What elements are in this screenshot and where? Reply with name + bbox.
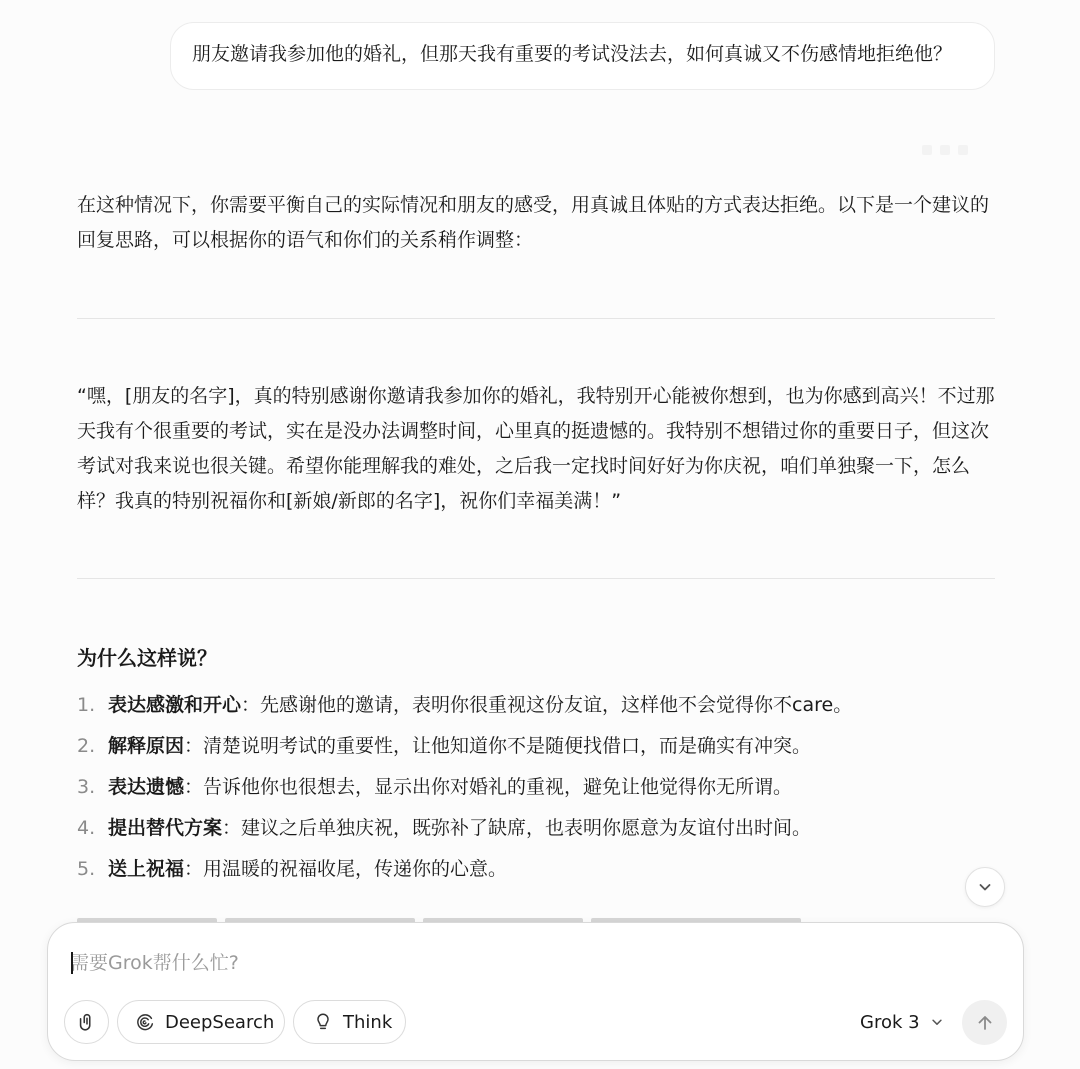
- list-number: 1.: [77, 694, 96, 716]
- model-label: Grok 3: [860, 1011, 920, 1033]
- list-number: 2.: [77, 735, 96, 757]
- composer: [47, 922, 1024, 1061]
- user-message-bubble: [170, 22, 995, 90]
- list-number: 4.: [77, 817, 96, 839]
- list-separator: ：: [184, 858, 204, 880]
- reasons-list: [77, 687, 995, 892]
- lightbulb-icon: [312, 1011, 334, 1033]
- list-separator: ：: [241, 694, 261, 716]
- list-term: 解释原因: [108, 735, 185, 757]
- list-desc: 先感谢他的邀请，表明你很重视这份友谊，这样他不会觉得你不care。: [260, 694, 853, 716]
- model-selector[interactable]: [860, 1009, 944, 1035]
- edit-icon[interactable]: [940, 145, 950, 155]
- section-heading: 为什么这样说？: [77, 646, 217, 670]
- list-item: [77, 851, 995, 892]
- list-separator: ：: [222, 817, 242, 839]
- paperclip-icon: [76, 1011, 98, 1033]
- deepsearch-swirl-icon: [134, 1011, 156, 1033]
- list-desc: 用温暖的祝福收尾，传递你的心意。: [203, 858, 508, 880]
- attach-button[interactable]: [64, 1000, 109, 1044]
- more-icon[interactable]: [958, 145, 968, 155]
- list-item: [77, 728, 995, 769]
- divider: [77, 578, 995, 579]
- deepsearch-label: DeepSearch: [165, 1011, 275, 1033]
- deepsearch-button[interactable]: [117, 1000, 285, 1044]
- arrow-up-icon: [975, 1013, 995, 1033]
- think-button[interactable]: [293, 1000, 406, 1044]
- response-intro: 在这种情况下，你需要平衡自己的实际情况和朋友的感受，用真诚且体贴的方式表达拒绝。以下是一个建议的回复思路，可以根据你的语气和你们的关系稍作调整：: [77, 194, 990, 251]
- list-desc: 告诉他你也很想去，显示出你对婚礼的重视，避免让他觉得你无所谓。: [203, 776, 793, 798]
- copy-icon[interactable]: [922, 145, 932, 155]
- divider: [77, 318, 995, 319]
- think-label: Think: [343, 1011, 393, 1033]
- suggested-reply-quote: “嘿，[朋友的名字]，真的特别感谢你邀请我参加你的婚礼，我特别开心能被你想到，也为你感到高兴！不过那天我有个很重要的考试，实在是没办法调整时间，心里真的挺遗憾的。我特别不想错过你的重要日子，但这次考试对我来说也很关键。希望你能理解我的难处，之后我一定找时间好好为你庆祝，咱们单独聚一下，怎么样？我真的特别祝福你和[新娘/新郎的名字]，祝你们幸福美满！”: [77, 385, 995, 512]
- scroll-to-bottom-button[interactable]: [965, 867, 1005, 907]
- list-term: 表达感激和开心: [108, 694, 242, 716]
- list-desc: 建议之后单独庆祝，既弥补了缺席，也表明你愿意为友谊付出时间。: [241, 817, 812, 839]
- list-item: [77, 810, 995, 851]
- message-actions[interactable]: [922, 140, 992, 158]
- list-separator: ：: [184, 776, 204, 798]
- message-input[interactable]: [70, 945, 970, 981]
- list-desc: 清楚说明考试的重要性，让他知道你不是随便找借口，而是确实有冲突。: [203, 735, 812, 757]
- user-message-text: 朋友邀请我参加他的婚礼，但那天我有重要的考试没法去，如何真诚又不伤感情地拒绝他？: [192, 43, 953, 65]
- list-item: [77, 687, 995, 728]
- text-caret: [71, 952, 73, 974]
- list-item: [77, 769, 995, 810]
- list-number: 3.: [77, 776, 96, 798]
- list-term: 送上祝福: [108, 858, 185, 880]
- chevron-down-icon: [977, 879, 993, 895]
- list-term: 提出替代方案: [108, 817, 223, 839]
- list-separator: ：: [184, 735, 204, 757]
- chevron-down-icon: [930, 1015, 944, 1029]
- list-term: 表达遗憾: [108, 776, 185, 798]
- send-button[interactable]: [962, 1000, 1007, 1045]
- list-number: 5.: [77, 858, 96, 880]
